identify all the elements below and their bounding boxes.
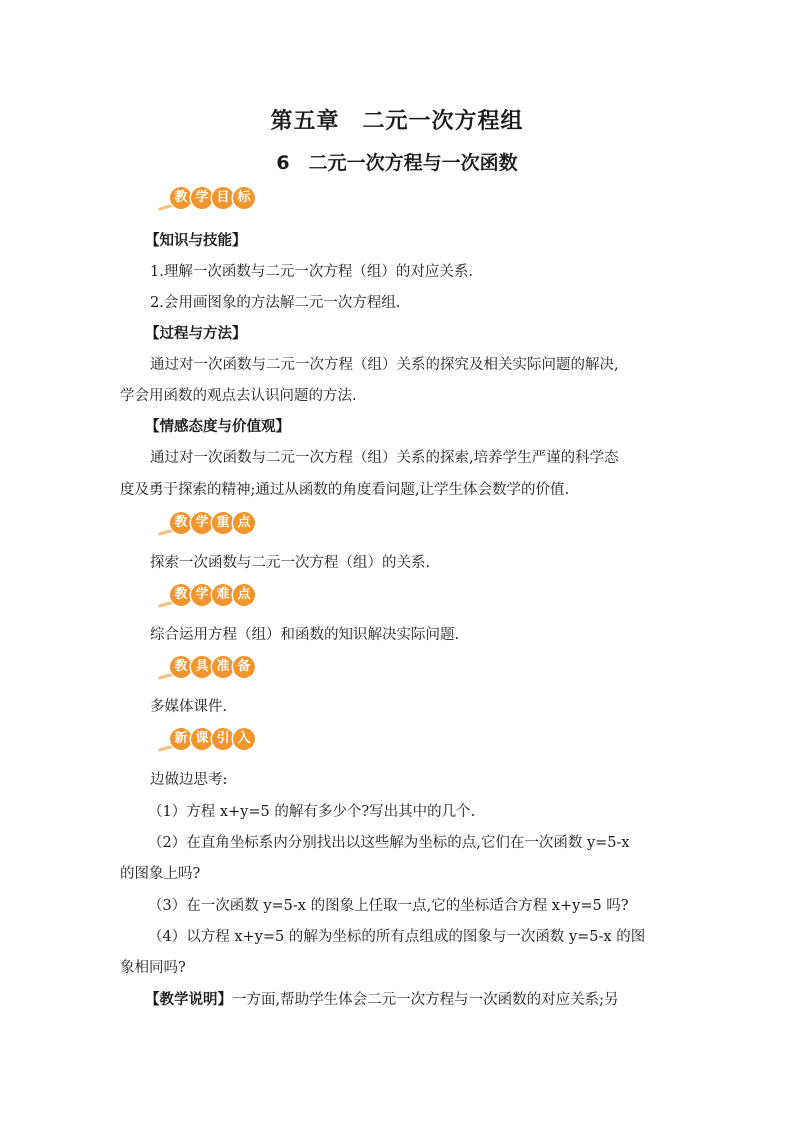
badge-char: 准 bbox=[212, 656, 234, 678]
badge-char: 引 bbox=[212, 728, 234, 750]
process-text: 学会用函数的观点去认识问题的方法. bbox=[120, 388, 357, 404]
intro-question: 象相同吗? bbox=[120, 960, 186, 976]
badge-char: 具 bbox=[191, 656, 213, 678]
badge-teaching-tools bbox=[158, 656, 258, 682]
knowledge-heading: 【知识与技能】 bbox=[145, 233, 247, 249]
badge-char: 学 bbox=[191, 187, 213, 209]
teaching-note-text: 一方面,帮助学生体会二元一次方程与一次函数的对应关系;另 bbox=[232, 992, 619, 1008]
intro-question: 的图象上吗? bbox=[120, 866, 201, 882]
intro-question: （3）在一次函数 y=5-x 的图象上任取一点,它的坐标适合方程 x+y=5 吗? bbox=[148, 898, 629, 914]
attitude-text: 通过对一次函数与二元一次方程（组）关系的探索,培养学生严谨的科学态 bbox=[150, 450, 619, 466]
badge-char: 教 bbox=[170, 187, 192, 209]
badge-char: 目 bbox=[212, 187, 234, 209]
badge-key-points bbox=[158, 512, 258, 538]
process-text: 通过对一次函数与二元一次方程（组）关系的探究及相关实际问题的解决, bbox=[150, 357, 619, 373]
process-heading: 【过程与方法】 bbox=[145, 326, 247, 342]
intro-lead: 边做边思考: bbox=[150, 772, 228, 788]
badge-char: 入 bbox=[233, 728, 255, 750]
badge-char: 教 bbox=[170, 656, 192, 678]
key-points-text: 探索一次函数与二元一次方程（组）的关系. bbox=[150, 555, 431, 571]
badge-char: 重 bbox=[212, 512, 234, 534]
knowledge-item: 1.理解一次函数与二元一次方程（组）的对应关系. bbox=[150, 264, 473, 280]
badge-teaching-goals bbox=[158, 187, 258, 213]
intro-question: （2）在直角坐标系内分别找出以这些解为坐标的点,它们在一次函数 y=5-x bbox=[148, 835, 630, 851]
tools-text: 多媒体课件. bbox=[150, 699, 228, 715]
badge-char: 备 bbox=[233, 656, 255, 678]
attitude-heading: 【情感态度与价值观】 bbox=[145, 419, 290, 435]
knowledge-item: 2.会用画图象的方法解二元一次方程组. bbox=[150, 295, 401, 311]
badge-char: 难 bbox=[212, 584, 234, 606]
badge-char: 点 bbox=[233, 512, 255, 534]
badge-char: 点 bbox=[233, 584, 255, 606]
badge-difficulties bbox=[158, 584, 258, 610]
badge-char: 教 bbox=[170, 512, 192, 534]
teaching-note-label: 【教学说明】 bbox=[145, 992, 232, 1008]
badge-char: 新 bbox=[170, 728, 192, 750]
badge-char: 学 bbox=[191, 512, 213, 534]
badge-char: 课 bbox=[191, 728, 213, 750]
intro-question: （4）以方程 x+y=5 的解为坐标的所有点组成的图象与一次函数 y=5-x 的图 bbox=[148, 929, 646, 945]
badge-char: 学 bbox=[191, 584, 213, 606]
teaching-note bbox=[145, 988, 619, 1009]
lesson-title: 6 二元一次方程与一次函数 bbox=[276, 152, 518, 174]
badge-new-lesson-intro bbox=[158, 728, 258, 754]
chapter-title: 第五章 二元一次方程组 bbox=[270, 109, 524, 134]
difficulties-text: 综合运用方程（组）和函数的知识解决实际问题. bbox=[150, 627, 460, 643]
badge-char: 标 bbox=[233, 187, 255, 209]
badge-char: 教 bbox=[170, 584, 192, 606]
intro-question: （1）方程 x+y=5 的解有多少个?写出其中的几个. bbox=[148, 804, 476, 820]
attitude-text: 度及勇于探索的精神;通过从函数的角度看问题,让学生体会数学的价值. bbox=[120, 482, 570, 498]
